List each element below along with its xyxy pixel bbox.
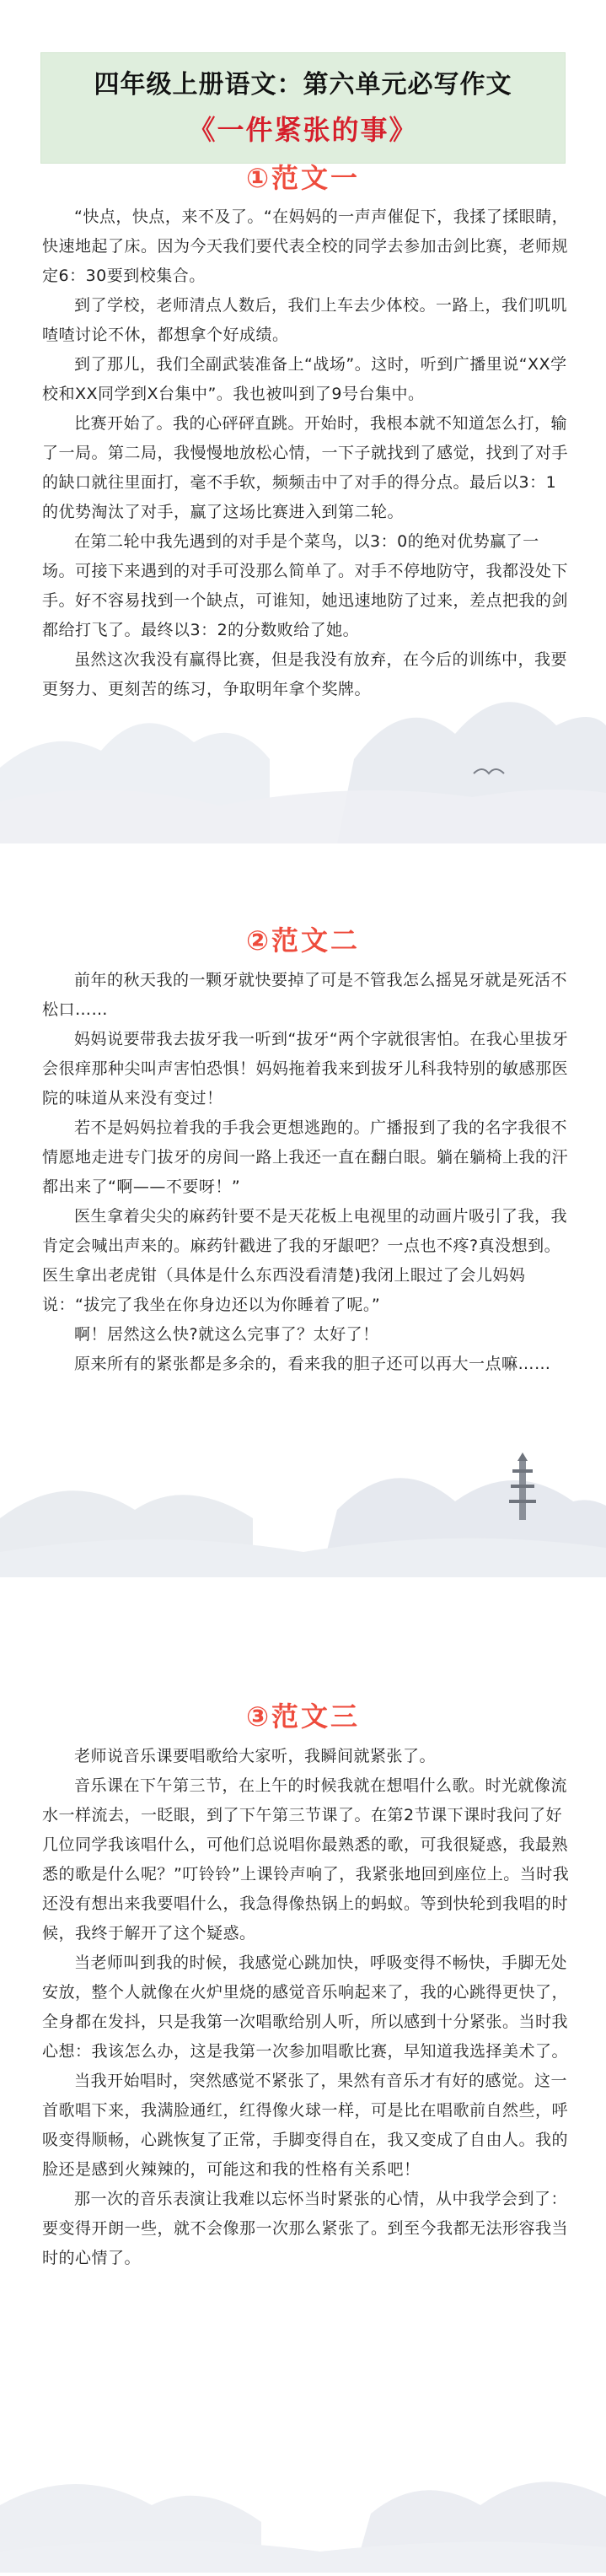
essay-paragraph: 到了那儿，我们全副武装准备上“战场”。这时，听到广播里说“XX学校和XX同学到X台集中”。我也被叫到了9号台集中。 — [42, 355, 567, 403]
section-heading-1: ①范文一 — [245, 162, 361, 194]
essay-paragraph: 前年的秋天我的一颗牙就快要掉了可是不管我怎么摇晃牙就是死活不松口…… — [42, 971, 568, 1019]
ink-mountains-decoration — [0, 1417, 606, 1577]
essay-paragraph: 在第二轮中我先遇到的对手是个菜鸟，以3：0的绝对优势赢了一场。可接下来遇到的对手可没那么简单了。对手不停地防守，我都没处下手。好不容易找到一个缺点，可谁知，她迅速地防了过来，差点把我的剑都给打飞了。最终以3：2的分数败给了她。 — [42, 532, 569, 639]
page-title: 四年级上册语文：第六单元必写作文 — [94, 70, 512, 100]
essay-paragraph: 音乐课在下午第三节，在上午的时候我就在想唱什么歌。时光就像流水一样流去，一眨眼，到了下午第三节课了。在第2节课下课时我问了好几位同学我该唱什么，可他们总说唱你最熟悉的歌，可我很疑惑，我最熟悉的歌是什么呢？”叮铃铃”上课铃声响了，我紧张地回到座位上。当时我还没有想出来我要唱什么，我急得像热锅上的蚂蚁。等到快轮到我唱的时候，我终于解开了这个疑惑。 — [42, 1776, 570, 1943]
essay-paragraph: 比赛开始了。我的心砰砰直跳。开始时，我根本就不知道怎么打，输了一局。第二局，我慢慢地放松心情，一下子就找到了感觉，找到了对手的缺口就往里面打，毫不手软，频频击中了对手的得分点。最后以3：1的优势淘汰了对手，赢了这场比赛进入到第二轮。 — [42, 414, 569, 521]
essay-2 — [42, 966, 571, 1379]
bird-icon — [472, 763, 506, 780]
essay-paragraph: 医生拿着尖尖的麻药针要不是天花板上电视里的动画片吸引了我，我肯定会喊出声来的。麻药针戳进了我的牙龈吧？一点也不疼?真没想到。医生拿出老虎钳（具体是什么东西没看清楚)我闭上眼过了会儿妈妈说：“拔完了我坐在你身边还以为你睡着了呢。” — [42, 1207, 568, 1314]
essay-1 — [42, 202, 571, 704]
section-heading-3: ③范文三 — [245, 1700, 361, 1733]
pagoda-icon — [506, 1452, 539, 1520]
essay-paragraph: 当我开始唱时，突然感觉不紧张了，果然有音乐才有好的感觉。这一首歌唱下来，我满脸通红，红得像火球一样，可是比在唱歌前自然些，呼吸变得顺畅，心跳恢复了正常，手脚变得自在，我又变成了自由人。我的脸还是感到火辣辣的，可能这和我的性格有关系吧！ — [42, 2072, 569, 2179]
essay-paragraph: 啊！居然这么快?就这么完事了？太好了！ — [74, 1325, 379, 1344]
essay-paragraph: 那一次的音乐表演让我难以忘怀当时紧张的心情，从中我学会到了：要变得开朗一些，就不会像那一次那么紧张了。到至今我都无法形容我当时的心情了。 — [42, 2190, 569, 2267]
section-heading-2: ②范文二 — [245, 924, 361, 957]
essay-paragraph: 当老师叫到我的时候，我感觉心跳加快，呼吸变得不畅快，手脚无处安放，整个人就像在火炉里烧的感觉音乐响起来了，我的心跳得更快了，全身都在发抖，只是我第一次唱歌给别人听，所以感到十分紧张。当时我心想：我该怎么办，这是我第一次参加唱歌比赛，早知道我选择美术了。 — [42, 1954, 569, 2061]
header-banner — [40, 52, 566, 164]
essay-3 — [42, 1742, 571, 2273]
essay-topic-title: 《一件紧张的事》 — [188, 114, 418, 146]
essay-paragraph: “快点，快点，来不及了。“在妈妈的一声声催促下，我揉了揉眼睛，快速地起了床。因为今天我们要代表全校的同学去参加击剑比赛，老师规定6：30要到校集合。 — [42, 207, 569, 285]
essay-paragraph: 若不是妈妈拉着我的手我会更想逃跑的。广播报到了我的名字我很不情愿地走进专门拔牙的房间一路上我还一直在翻白眼。躺在躺椅上我的汗都出来了“啊——不要呀！” — [42, 1118, 569, 1196]
essay-paragraph: 到了学校，老师清点人数后，我们上车去少体校。一路上，我们叽叽喳喳讨论不休，都想拿个好成绩。 — [42, 296, 568, 344]
essay-paragraph: 虽然这次我没有赢得比赛，但是我没有放弃，在今后的训练中，我要更努力、更刻苦的练习，争取明年拿个奖牌。 — [42, 650, 568, 698]
essay-paragraph: 原来所有的紧张都是多余的，看来我的胆子还可以再大一点嘛…… — [74, 1355, 551, 1373]
ink-mountains-decoration — [0, 2412, 606, 2573]
essay-paragraph: 妈妈说要带我去拔牙我一听到“拔牙“两个字就很害怕。在我心里拔牙会很痒那种尖叫声害怕恐惧！妈妈拖着我来到拔牙儿科我特别的敏感那医院的味道从来没有变过！ — [42, 1030, 569, 1107]
essay-paragraph: 老师说音乐课要唱歌给大家听，我瞬间就紧张了。 — [74, 1747, 437, 1765]
